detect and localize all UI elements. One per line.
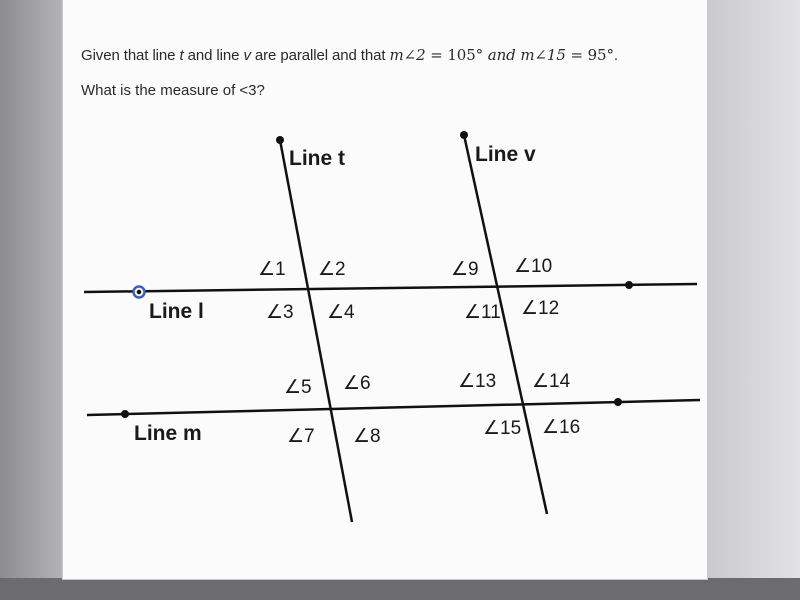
angle-3-label: ∠3 [266,302,294,323]
angle-10-label: ∠10 [514,256,553,277]
line-l-endpoint [625,281,633,289]
line-t [280,140,352,522]
label-line-l: Line l [149,300,204,323]
line-v [464,135,547,514]
question-lead: Given that line [81,47,180,64]
question-tail: are parallel and that [250,47,390,64]
question-var-v: v [243,47,251,64]
label-line-t: Line t [289,147,345,170]
math-value-2: 105° [447,46,484,64]
label-line-m: Line m [134,422,202,445]
math-angle-15: m∠15 = [520,46,588,64]
question-end: . [613,47,618,64]
angle-6-label: ∠6 [343,373,371,394]
line-m-endpoint-left [121,410,129,418]
angle-14-label: ∠14 [532,371,571,392]
angle-16-label: ∠16 [542,417,581,438]
selected-point-center [137,290,142,295]
angle-1-label: ∠1 [258,259,286,280]
math-angle-2: m∠2 = [389,46,448,64]
angle-9-label: ∠9 [451,259,479,280]
line-m [87,400,700,415]
angle-13-label: ∠13 [458,371,497,392]
question-mid: and line [183,47,244,64]
label-line-v: Line v [475,143,536,166]
angle-5-label: ∠5 [284,377,312,398]
angle-15-label: ∠15 [483,418,522,439]
line-v-endpoint [460,131,468,139]
line-m-endpoint-right [614,398,622,406]
math-and: and [483,46,521,64]
question-prompt: What is the measure of <3? [81,82,265,99]
angle-11-label: ∠11 [464,302,501,323]
angle-8-label: ∠8 [353,426,381,447]
angle-12-label: ∠12 [521,298,560,319]
angle-2-label: ∠2 [318,259,346,280]
angle-7-label: ∠7 [287,426,315,447]
line-l [84,284,697,292]
angle-4-label: ∠4 [327,302,355,323]
line-t-endpoint [276,136,284,144]
math-value-15: 95° [587,46,614,64]
question-var-t: t [179,47,184,64]
